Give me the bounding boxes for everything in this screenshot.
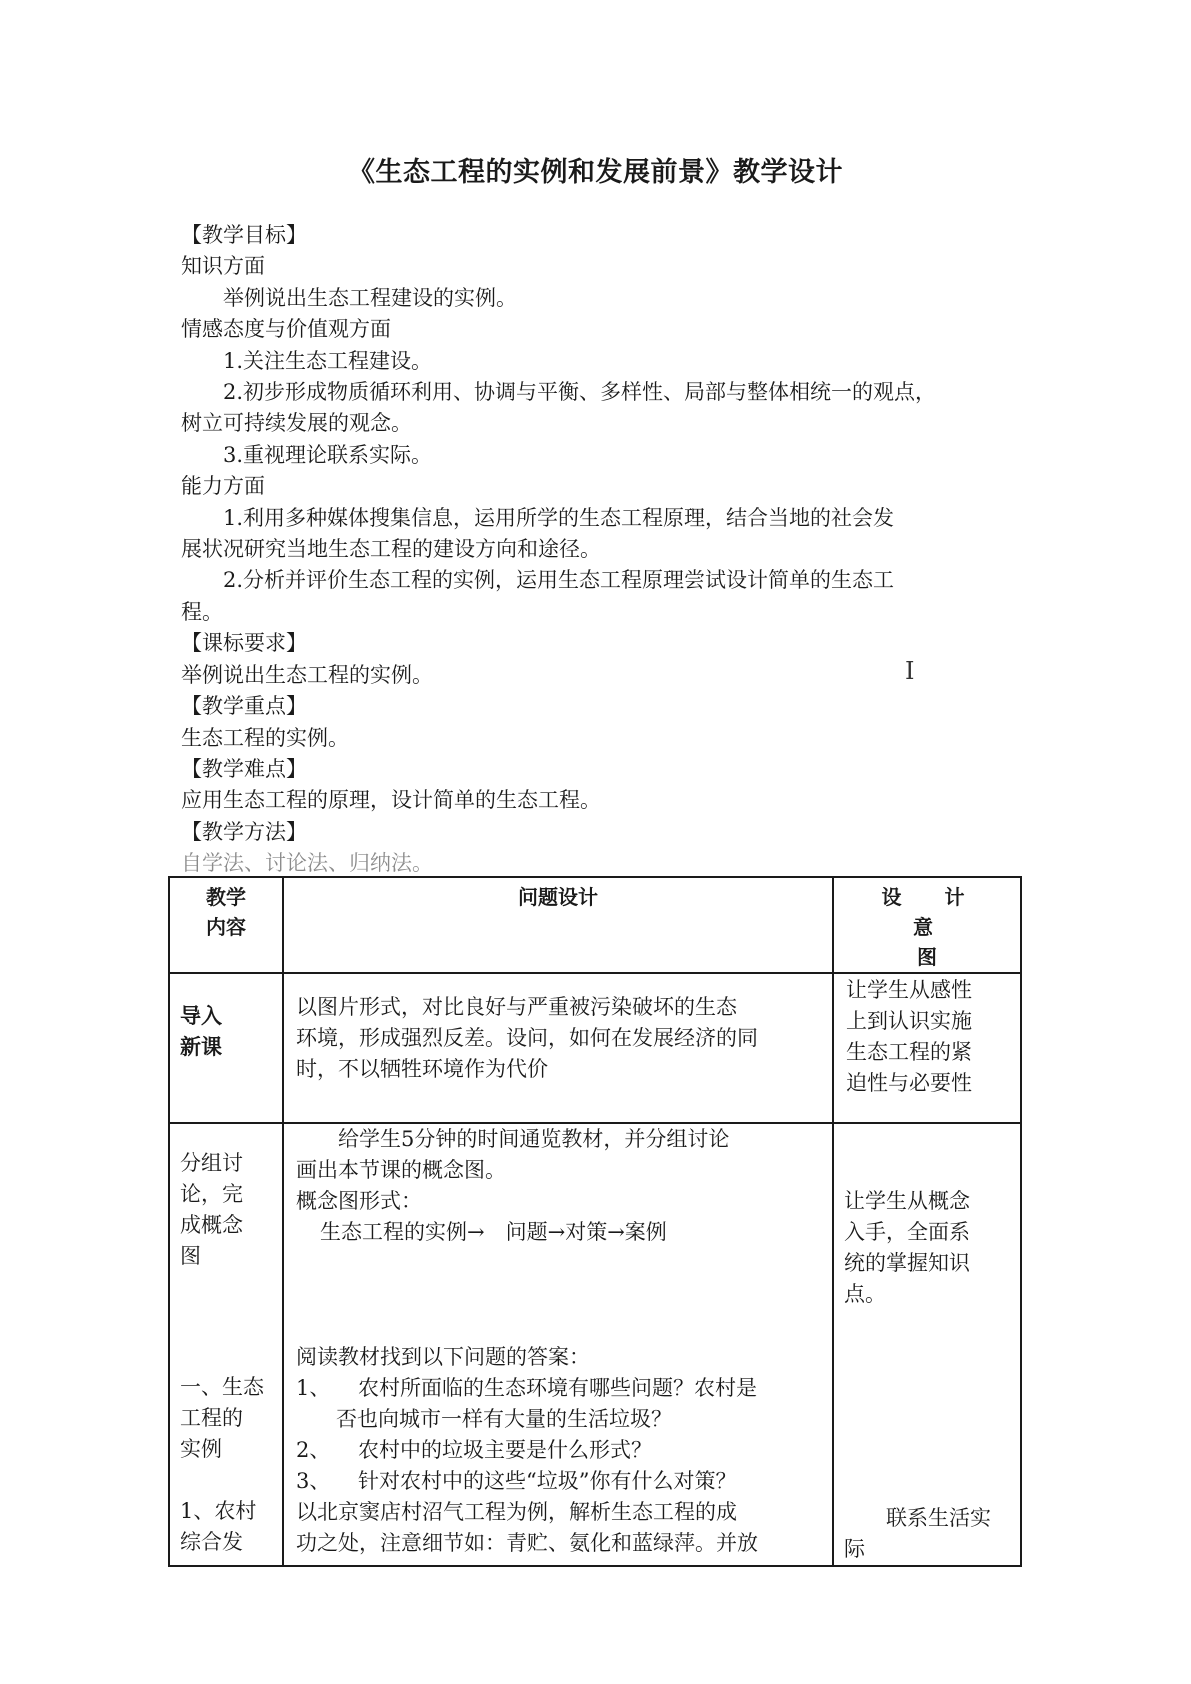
- subheading-knowledge: 知识方面: [181, 254, 265, 279]
- table-header-row: [169, 877, 1021, 973]
- intro-intent-line: 生态工程的紧: [846, 1040, 972, 1064]
- question-item: [296, 1373, 824, 1404]
- design-line: 以北京窦店村沼气工程为例，解析生态工程的成: [296, 1500, 737, 1524]
- subheading-ability: 能力方面: [181, 474, 265, 499]
- header-content-line: 教学: [206, 885, 246, 909]
- intro-label-line: 新课: [180, 1035, 222, 1059]
- question-text: 农村中的垃圾主要是什么形式？: [358, 1438, 652, 1462]
- concept-map-line: 生态工程的实例→ 问题→对策→案例: [320, 1220, 667, 1244]
- content-line: 工程的: [180, 1406, 243, 1430]
- content-line: 成概念: [180, 1213, 243, 1237]
- main-design-cell: [283, 1123, 833, 1566]
- ability-item: 1.利用多种媒体搜集信息，运用所学的生态工程原理，结合当地的社会发: [223, 505, 895, 530]
- key-points-text: 生态工程的实例。: [181, 725, 349, 750]
- intro-intent-line: 让学生从感性: [846, 978, 972, 1002]
- table-row: [169, 1123, 1021, 1566]
- methods-text: 自学法、讨论法、归纳法。: [181, 851, 433, 876]
- header-intent: [833, 877, 1021, 973]
- knowledge-item: 举例说出生态工程建设的实例。: [223, 285, 517, 310]
- main-intent-cell: [833, 1123, 1021, 1566]
- section-heading-key-points: 【教学重点】: [181, 694, 307, 719]
- intro-design-line: 环境，形成强烈反差。设问，如何在发展经济的同: [296, 1026, 758, 1050]
- intro-label-line: 导入: [180, 1004, 222, 1028]
- intent-line: 联系生活实: [886, 1506, 991, 1530]
- text-cursor-icon: I: [905, 657, 915, 685]
- content-line: 论，完: [180, 1182, 243, 1206]
- attitude-item-continuation: 树立可持续发展的观念。: [181, 411, 412, 436]
- design-line: 概念图形式：: [296, 1189, 422, 1213]
- section-heading-objectives: 【教学目标】: [181, 223, 307, 247]
- design-line: 画出本节课的概念图。: [296, 1158, 506, 1182]
- section-heading-curriculum: 【课标要求】: [181, 631, 307, 656]
- header-design-label: 问题设计: [518, 885, 598, 909]
- attitude-item: 1.关注生态工程建设。: [223, 348, 433, 373]
- question-continuation: 否也向城市一样有大量的生活垃圾？: [336, 1407, 672, 1431]
- header-intent-line: 图: [917, 945, 937, 969]
- content-line: 综合发: [180, 1530, 243, 1554]
- header-content: [169, 877, 283, 973]
- ability-item-continuation: 展状况研究当地生态工程的建设方向和途径。: [181, 537, 601, 562]
- intro-intent-line: 迫性与必要性: [846, 1071, 972, 1095]
- intent-line: 让学生从概念: [844, 1189, 970, 1213]
- difficulty-text: 应用生态工程的原理，设计简单的生态工程。: [181, 788, 601, 813]
- ability-item-continuation: 程。: [181, 599, 223, 624]
- intent-line: 入手，全面系: [844, 1220, 970, 1244]
- content-line: 实例: [180, 1437, 222, 1461]
- question-number: 1、: [296, 1376, 331, 1400]
- lesson-plan-table: [168, 876, 1022, 1567]
- question-item: [296, 1466, 824, 1497]
- attitude-item: 3.重视理论联系实际。: [223, 442, 433, 467]
- intro-design-line: 时，不以牺牲环境作为代价: [296, 1057, 548, 1081]
- intent-line: 统的掌握知识: [844, 1251, 970, 1275]
- intro-intent-line: 上到认识实施: [846, 1009, 972, 1033]
- content-line: 1、农村: [180, 1499, 257, 1523]
- question-number: 3、: [296, 1469, 331, 1493]
- question-number: 2、: [296, 1438, 331, 1462]
- header-content-line: 内容: [206, 915, 246, 939]
- content-line: 分组讨: [180, 1151, 243, 1175]
- header-design: [283, 877, 833, 973]
- section-heading-difficulty: 【教学难点】: [181, 756, 307, 781]
- question-item: [296, 1435, 824, 1466]
- header-intent-line: 设 计 意: [881, 885, 983, 939]
- curriculum-text: 举例说出生态工程的实例。: [181, 662, 433, 687]
- intro-design-line: 以图片形式，对比良好与严重被污染破坏的生态: [296, 995, 737, 1019]
- design-line: 阅读教材找到以下问题的答案：: [296, 1345, 590, 1369]
- content-line: 图: [180, 1244, 201, 1268]
- intro-intent-cell: [833, 973, 1021, 1123]
- intro-label-cell: [169, 973, 283, 1123]
- main-content-cell: [169, 1123, 283, 1566]
- content-line: 一、生态: [180, 1375, 264, 1399]
- document-title: 《生态工程的实例和发展前景》教学设计: [348, 157, 843, 188]
- subheading-attitude: 情感态度与价值观方面: [181, 317, 391, 342]
- document-body: [181, 220, 1021, 880]
- question-text: 农村所面临的生态环境有哪些问题？农村是: [358, 1376, 757, 1400]
- design-line: 功之处，注意细节如：青贮、氨化和蓝绿萍。并放: [296, 1531, 758, 1555]
- attitude-item: 2.初步形成物质循环利用、协调与平衡、多样性、局部与整体相统一的观点，: [223, 380, 937, 405]
- section-heading-methods: 【教学方法】: [181, 819, 307, 844]
- intent-line: 际: [844, 1537, 865, 1561]
- table-row: [169, 973, 1021, 1123]
- design-line: 给学生5分钟的时间通览教材，并分组讨论: [338, 1127, 730, 1151]
- question-text: 针对农村中的这些“垃圾”你有什么对策？: [358, 1469, 737, 1493]
- intro-design-cell: [283, 973, 833, 1123]
- intent-line: 点。: [844, 1282, 886, 1306]
- ability-item: 2.分析并评价生态工程的实例，运用生态工程原理尝试设计简单的生态工: [223, 568, 895, 593]
